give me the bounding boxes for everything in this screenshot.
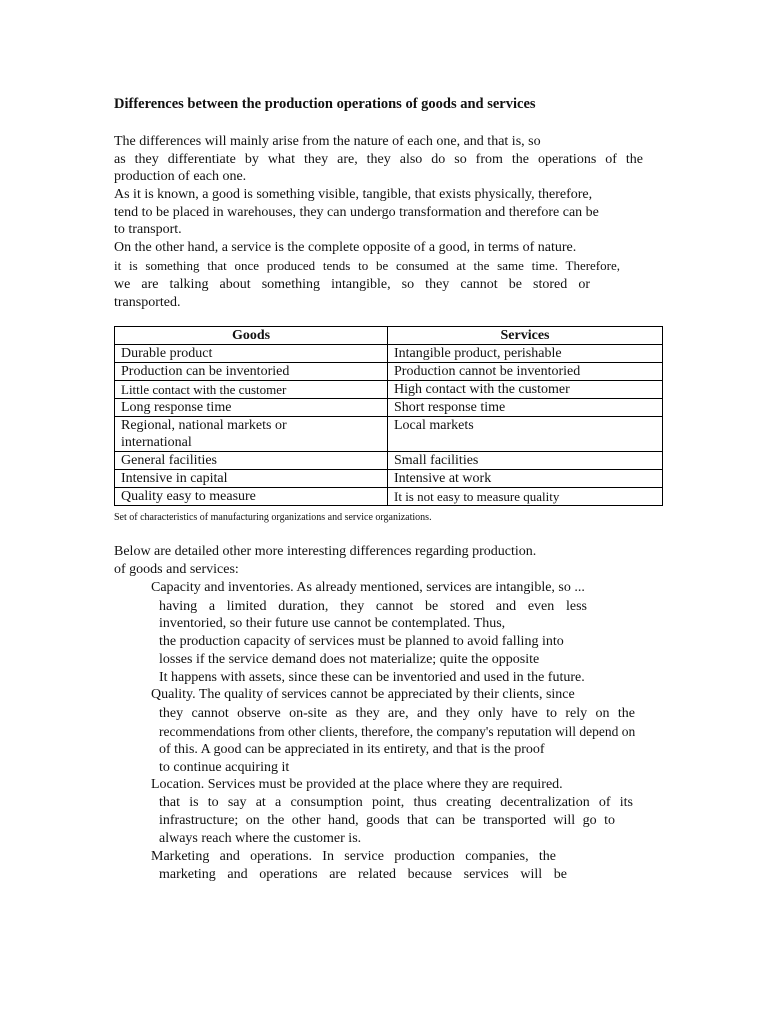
bullet-item xyxy=(138,579,585,596)
table-header-services: Services xyxy=(388,327,663,345)
bullet-text: Location. Services must be provided at the place where they are required. xyxy=(151,777,563,792)
intro-line: production of each one. xyxy=(114,169,247,184)
intro-line: On the other hand, a service is the complete opposite of a good, in terms of nature. xyxy=(114,240,577,255)
table-row xyxy=(115,381,663,399)
table-row xyxy=(115,399,663,417)
table-cell: Production cannot be inventoried xyxy=(388,363,663,381)
bullet-line: marketing and operations are related because services will be xyxy=(159,867,567,882)
table-cell: High contact with the customer xyxy=(388,381,663,399)
bullet-line: having a limited duration, they cannot be stored and even less xyxy=(159,599,587,614)
bullet-item xyxy=(138,686,575,703)
intro-line: The differences will mainly arise from the nature of each one, and that is, so xyxy=(114,134,541,149)
table-row xyxy=(115,417,663,452)
bullet-line: always reach where the customer is. xyxy=(159,831,362,846)
table-cell: Intensive in capital xyxy=(115,470,388,488)
table-row xyxy=(115,488,663,506)
table-cell: Long response time xyxy=(115,399,388,417)
bullet-item xyxy=(138,776,563,793)
bullet-line: recommendations from other clients, therefore, the company's reputation will depend on xyxy=(159,724,636,739)
bullet-line: It happens with assets, since these can be inventoried and used in the future. xyxy=(159,670,585,685)
table-cell: Durable product xyxy=(115,345,388,363)
table-caption: Set of characteristics of manufacturing organizations and service organizations. xyxy=(114,512,432,523)
table-cell: Quality easy to measure xyxy=(115,488,388,506)
bullet-text: Marketing and operations. In service production companies, the xyxy=(151,849,556,864)
bullet-text: Quality. The quality of services cannot be appreciated by their clients, since xyxy=(151,687,575,702)
intro-line: it is something that once produced tends to be consumed at the same time. Therefore, xyxy=(114,258,620,273)
intro-line: As it is known, a good is something visible, tangible, that exists physically, therefore, xyxy=(114,187,593,202)
bullet-text: Capacity and inventories. As already mentioned, services are intangible, so ... xyxy=(151,580,585,595)
bullet-line: losses if the service demand does not materialize; quite the opposite xyxy=(159,652,540,667)
bullet-line: that is to say at a consumption point, thus creating decentralization of its xyxy=(159,795,633,810)
table-cell: Intangible product, perishable xyxy=(388,345,663,363)
bullet-line: of this. A good can be appreciated in its entirety, and that is the proof xyxy=(159,742,545,757)
bullet-line: infrastructure; on the other hand, goods that can be transported will go to xyxy=(159,813,615,828)
intro-line: we are talking about something intangible, so they cannot be stored or xyxy=(114,277,590,292)
intro-line: as they differentiate by what they are, they also do so from the operations of the xyxy=(114,152,643,167)
intro-line: to transport. xyxy=(114,222,182,237)
table-row xyxy=(115,345,663,363)
table-row xyxy=(115,452,663,470)
table-row xyxy=(115,363,663,381)
bullet-line: they cannot observe on-site as they are, and they only have to rely on the xyxy=(159,706,635,721)
table-cell: Regional, national markets or international xyxy=(115,417,388,452)
table-header-row xyxy=(115,327,663,345)
below-line: Below are detailed other more interesting differences regarding production. xyxy=(114,544,537,559)
comparison-table xyxy=(114,326,663,506)
table-cell: General facilities xyxy=(115,452,388,470)
table-cell: Small facilities xyxy=(388,452,663,470)
table-cell: Production can be inventoried xyxy=(115,363,388,381)
below-line: of goods and services: xyxy=(114,562,239,577)
table-cell: Short response time xyxy=(388,399,663,417)
table-cell: Intensive at work xyxy=(388,470,663,488)
intro-line: tend to be placed in warehouses, they can undergo transformation and therefore can be xyxy=(114,205,599,220)
bullet-line: the production capacity of services must be planned to avoid falling into xyxy=(159,634,564,649)
table-row xyxy=(115,470,663,488)
bullet-line: inventoried, so their future use cannot be contemplated. Thus, xyxy=(159,616,506,631)
bullet-box-icon xyxy=(138,848,151,865)
intro-line: transported. xyxy=(114,295,181,310)
bullet-line: to continue acquiring it xyxy=(159,760,290,775)
table-cell: Little contact with the customer xyxy=(115,381,388,399)
bullet-item xyxy=(138,848,556,865)
table-header-goods: Goods xyxy=(115,327,388,345)
document-title: Differences between the production operations of goods and services xyxy=(114,96,536,112)
table-cell: Local markets xyxy=(388,417,663,452)
table-cell: It is not easy to measure quality xyxy=(388,488,663,506)
